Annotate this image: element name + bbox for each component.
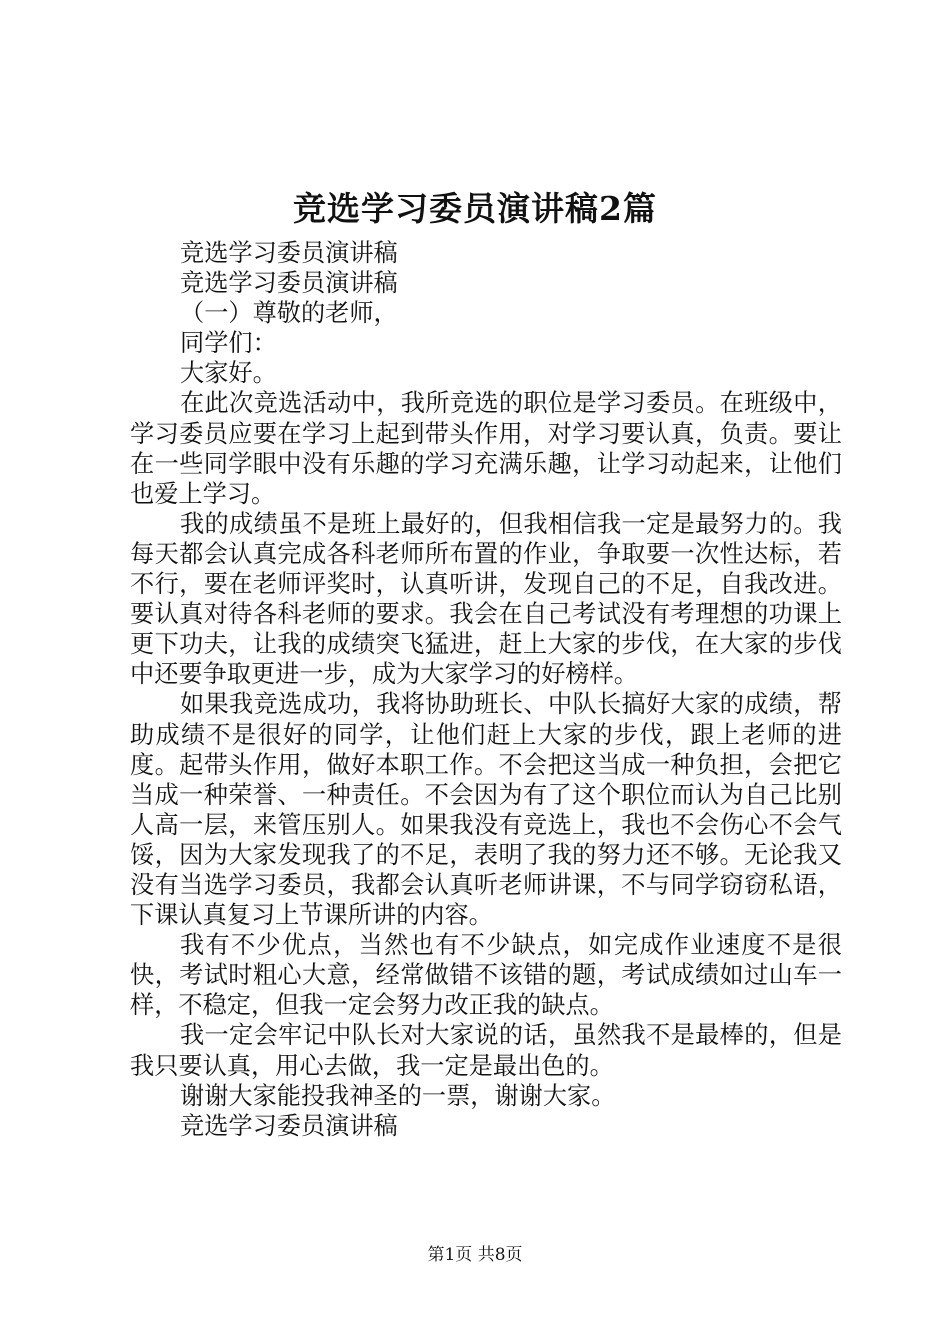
paragraph: 竞选学习委员演讲稿 xyxy=(180,1111,398,1140)
paragraph: 我有不少优点，当然也有不少缺点，如完成作业速度不是很快，考试时粗心大意，经常做错不该错的题，考试成绩如过山车一样，不稳定，但我一定会努力改正我的缺点。 xyxy=(130,931,842,1020)
page-number-footer: 第1页 共8页 xyxy=(427,1245,523,1265)
paragraph: 竞选学习委员演讲稿 xyxy=(180,269,398,298)
paragraph: 在此次竞选活动中，我所竞选的职位是学习委员。在班级中，学习委员应要在学习上起到带头作用，对学习要认真，负责。要让在一些同学眼中没有乐趣的学习充满乐趣，让学习动起来，让他们也爱上学习。 xyxy=(130,389,842,508)
paragraph: 谢谢大家能投我神圣的一票，谢谢大家。 xyxy=(180,1081,616,1110)
paragraph: 我的成绩虽不是班上最好的，但我相信我一定是最努力的。我每天都会认真完成各科老师所布置的作业，争取要一次性达标，若不行，要在老师评奖时，认真听讲，发现自己的不足，自我改进。要认真对待各科老师的要求。我会在自己考试没有考理想的功课上更下功夫，让我的成绩突飞猛进，赶上大家的步伐，在大家的步伐中还要争取更进一步，成为大家学习的好榜样。 xyxy=(130,509,842,689)
paragraph: 同学们： xyxy=(180,329,277,358)
paragraph: 竞选学习委员演讲稿 xyxy=(180,239,398,267)
document-body xyxy=(130,238,842,1141)
document-title: 竞选学习委员演讲稿2篇 xyxy=(293,189,657,228)
paragraph: 大家好。 xyxy=(180,359,277,388)
paragraph: 我一定会牢记中队长对大家说的话，虽然我不是最棒的，但是我只要认真，用心去做，我一定是最出色的。 xyxy=(130,1021,842,1080)
paragraph: （一）尊敬的老师， xyxy=(180,299,398,328)
paragraph: 如果我竞选成功，我将协助班长、中队长搞好大家的成绩，帮助成绩不是很好的同学，让他们赶上大家的步伐，跟上老师的进度。起带头作用，做好本职工作。不会把这当成一种负担，会把它当成一种荣誉、一种责任。不会因为有了这个职位而认为自己比别人高一层，来管压别人。如果我没有竞选上，我也不会伤心不会气馁，因为大家发现我了的不足，表明了我的努力还不够。无论我又没有当选学习委员，我都会认真听老师讲课，不与同学窃窃私语，下课认真复习上节课所讲的内容。 xyxy=(130,690,842,930)
